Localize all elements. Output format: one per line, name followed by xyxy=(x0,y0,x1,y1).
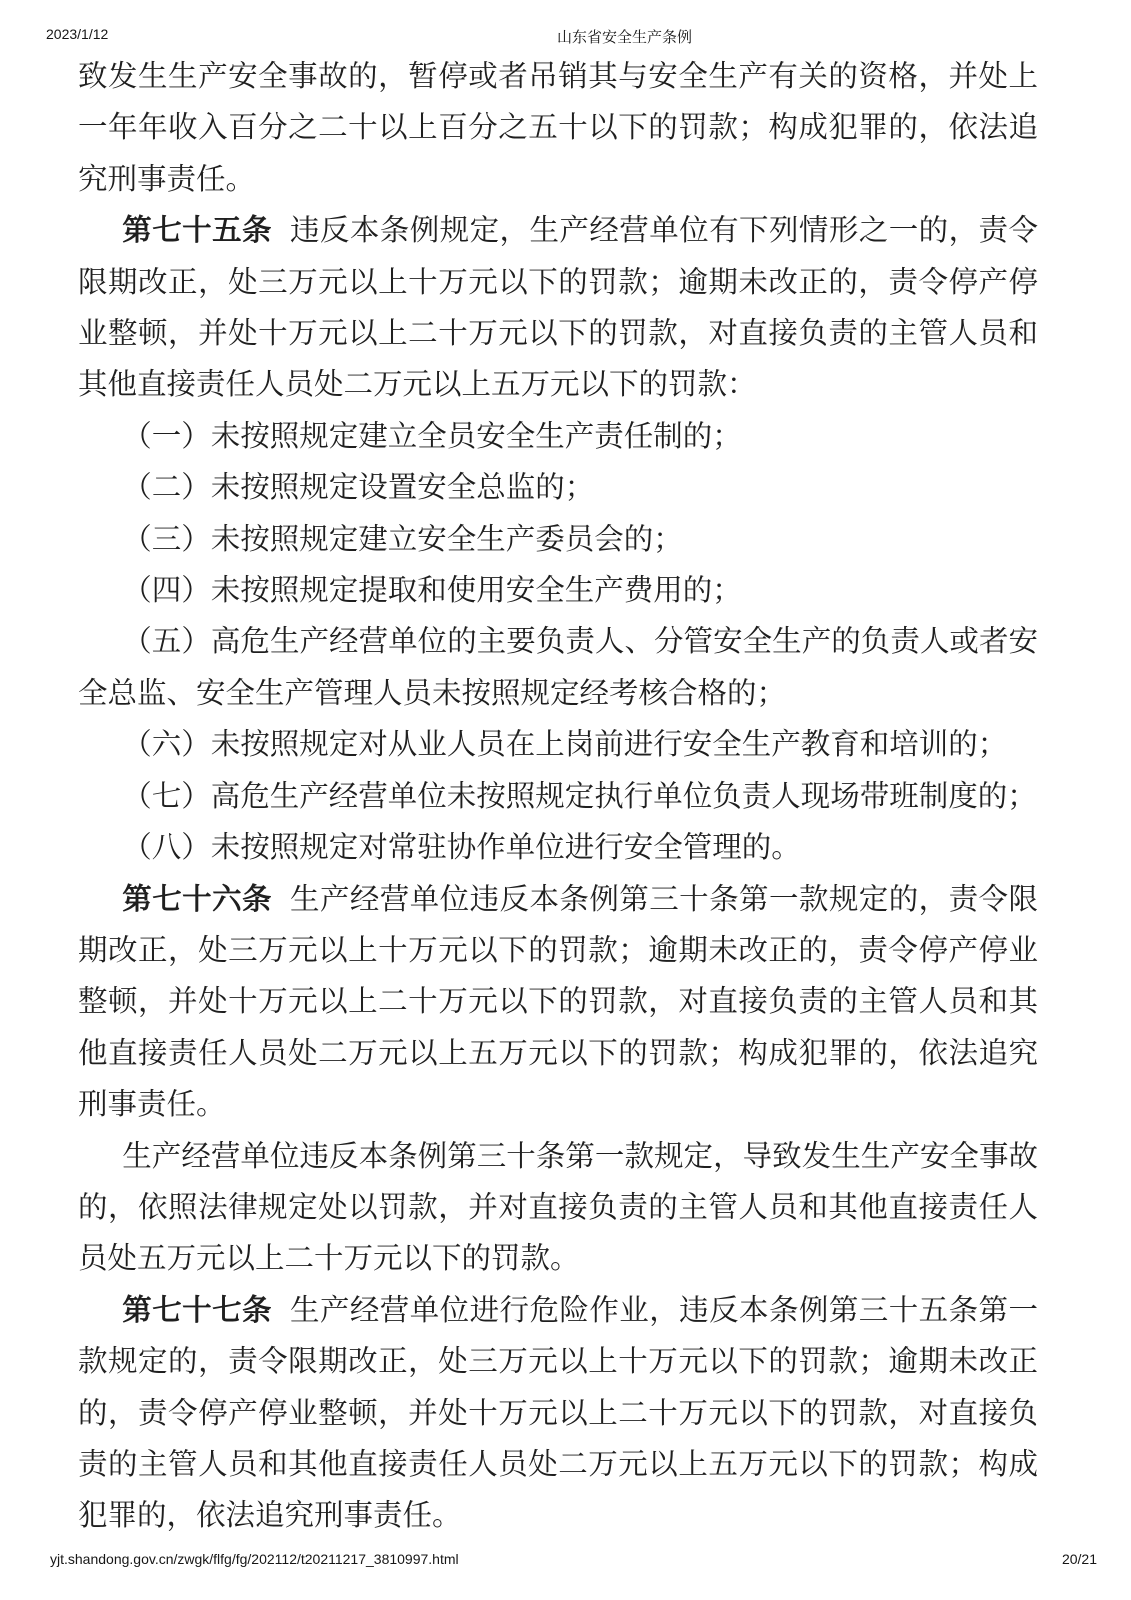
article-77-text: 生产经营单位进行危险作业，违反本条例第三十五条第一款规定的，责令限期改正，处三万元以上十万元以下的罚款；逾期未改正的，责令停产停业整顿，并处十万元以上二十万元以下的罚款，对直接负责的主管人员和其他直接责任人员处二万元以上五万元以下的罚款；构成犯罪的，依法追究刑事责任。 xyxy=(78,1294,1038,1533)
header-title: 山东省安全生产条例 xyxy=(557,29,693,46)
violation-item-5: （五）高危生产经营单位的主要负责人、分管安全生产的负责人或者安全总监、安全生产管理人员未按照规定经考核合格的； xyxy=(78,626,1038,710)
article-76-paragraph xyxy=(78,875,1038,1132)
violation-item-3: （三）未按照规定建立安全生产委员会的； xyxy=(122,523,683,556)
article-76-text: 生产经营单位违反本条例第三十条第一款规定的，责令限期改正，处三万元以上十万元以下的罚款；逾期未改正的，责令停产停业整顿，并处十万元以上二十万元以下的罚款，对直接负责的主管人员和其他直接责任人员处二万元以上五万元以下的罚款；构成犯罪的，依法追究刑事责任。 xyxy=(78,883,1038,1122)
article-77-paragraph xyxy=(78,1286,1038,1543)
paragraph-continuation: 致发生生产安全事故的，暂停或者吊销其与安全生产有关的资格，并处上一年年收入百分之二十以上百分之五十以下的罚款；构成犯罪的，依法追究刑事责任。 xyxy=(78,61,1038,196)
document-body xyxy=(78,52,1038,1543)
page-footer xyxy=(0,1548,1131,1578)
violation-item-6: （六）未按照规定对从业人员在上岗前进行安全生产教育和培训的； xyxy=(122,729,1008,762)
footer-page-number: 20/21 xyxy=(1061,1551,1097,1567)
violation-item-2: （二）未按照规定设置安全总监的； xyxy=(122,472,595,505)
violation-item-7: （七）高危生产经营单位未按照规定执行单位负责人现场带班制度的； xyxy=(122,780,1037,813)
article-75-paragraph xyxy=(78,206,1038,412)
header-date: 2023/1/12 xyxy=(46,26,109,42)
article-76-number: 第七十六条 xyxy=(122,883,272,916)
article-77-number: 第七十七条 xyxy=(122,1294,272,1327)
footer-url: yjt.shandong.gov.cn/zwgk/flfg/fg/202112/t20211217_3810997.html xyxy=(50,1551,459,1567)
article-75-text: 违反本条例规定，生产经营单位有下列情形之一的，责令限期改正，处三万元以上十万元以下的罚款；逾期未改正的，责令停产停业整顿，并处十万元以上二十万元以下的罚款，对直接负责的主管人员和其他直接责任人员处二万元以上五万元以下的罚款： xyxy=(78,215,1038,402)
page-header xyxy=(0,0,1131,50)
violation-item-4: （四）未按照规定提取和使用安全生产费用的； xyxy=(122,575,742,608)
violation-item-1: （一）未按照规定建立全员安全生产责任制的； xyxy=(122,420,742,453)
violation-item-8: （八）未按照规定对常驻协作单位进行安全管理的。 xyxy=(122,832,801,865)
article-76-paragraph-2: 生产经营单位违反本条例第三十条第一款规定，导致发生生产安全事故的，依照法律规定处以罚款，并对直接负责的主管人员和其他直接责任人员处五万元以上二十万元以下的罚款。 xyxy=(78,1140,1038,1276)
article-75-number: 第七十五条 xyxy=(122,215,272,248)
